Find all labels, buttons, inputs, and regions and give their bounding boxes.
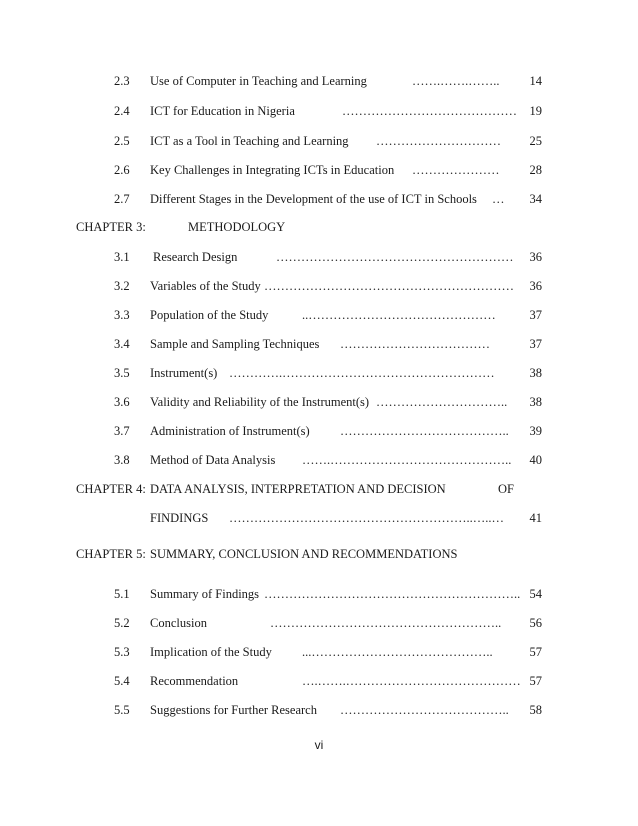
dot-leader: …………………………………………………….. bbox=[264, 587, 521, 601]
section-number: 3.4 bbox=[114, 337, 130, 351]
section-title: ICT as a Tool in Teaching and Learning bbox=[150, 134, 349, 148]
page-number: 34 bbox=[529, 192, 542, 206]
section-number: 5.3 bbox=[114, 645, 130, 659]
chapter-label: CHAPTER 5: bbox=[76, 547, 146, 561]
page-number: 41 bbox=[529, 511, 542, 525]
section-title: Administration of Instrument(s) bbox=[150, 424, 310, 438]
chapter-title: DATA ANALYSIS, INTERPRETATION AND DECISION bbox=[150, 482, 446, 496]
page-number: 38 bbox=[529, 395, 542, 409]
dot-leader: … bbox=[492, 192, 505, 206]
page-footer-number: vi bbox=[314, 738, 324, 752]
dot-leader: ...…………………………………….. bbox=[302, 645, 493, 659]
section-number: 5.1 bbox=[114, 587, 130, 601]
dot-leader: ….…….…………………………………… bbox=[302, 674, 521, 688]
chapter-label: CHAPTER 4: bbox=[76, 482, 146, 496]
dot-leader: ……………………………… bbox=[340, 337, 490, 351]
dot-leader: ..……………………………………… bbox=[302, 308, 496, 322]
dot-leader: ………………………….. bbox=[376, 395, 508, 409]
section-number: 2.4 bbox=[114, 104, 130, 118]
dot-leader: …………………………………… bbox=[342, 104, 517, 118]
section-title: Summary of Findings bbox=[150, 587, 260, 601]
dot-leader: ………………………………….. bbox=[340, 424, 509, 438]
page-number: 36 bbox=[529, 250, 542, 264]
chapter-title: SUMMARY, CONCLUSION AND RECOMMENDATIONS bbox=[150, 547, 458, 561]
section-number: 2.3 bbox=[114, 74, 130, 88]
chapter-title: METHODOLOGY bbox=[188, 220, 286, 234]
section-title: Research Design bbox=[153, 250, 238, 264]
page-number: 58 bbox=[529, 703, 542, 717]
section-number: 3.8 bbox=[114, 453, 130, 467]
chapter-label: CHAPTER 3: bbox=[76, 220, 146, 234]
dot-leader: …………………………………………………… bbox=[264, 279, 514, 293]
page-number: 57 bbox=[529, 645, 542, 659]
dot-leader: …….…….…….. bbox=[412, 74, 500, 88]
chapter-title-continuation: OF bbox=[498, 482, 514, 496]
page-number: 57 bbox=[529, 674, 542, 688]
section-number: 5.2 bbox=[114, 616, 130, 630]
section-title: Validity and Reliability of the Instrument(s) bbox=[150, 395, 370, 409]
dot-leader: ………………………………….. bbox=[340, 703, 509, 717]
dot-leader: ………….…………………………………………… bbox=[229, 366, 495, 380]
dot-leader: ………………………… bbox=[376, 134, 501, 148]
section-number: 2.6 bbox=[114, 163, 130, 177]
section-number: 5.5 bbox=[114, 703, 130, 717]
page-number: 36 bbox=[529, 279, 542, 293]
page-number: 19 bbox=[529, 104, 542, 118]
section-number: 3.7 bbox=[114, 424, 130, 438]
page-number: 25 bbox=[529, 134, 542, 148]
chapter-title-line2: FINDINGS bbox=[150, 511, 209, 525]
section-title: Sample and Sampling Techniques bbox=[150, 337, 320, 351]
section-number: 2.7 bbox=[114, 192, 130, 206]
page-number: 37 bbox=[529, 308, 542, 322]
section-title: Instrument(s) bbox=[150, 366, 218, 380]
page-number: 56 bbox=[529, 616, 542, 630]
section-number: 2.5 bbox=[114, 134, 130, 148]
section-title: Method of Data Analysis bbox=[150, 453, 276, 467]
section-title: Different Stages in the Development of the use of ICT in Schools bbox=[150, 192, 477, 206]
section-title: ICT for Education in Nigeria bbox=[150, 104, 295, 118]
page-number: 40 bbox=[529, 453, 542, 467]
section-title: Population of the Study bbox=[150, 308, 269, 322]
section-title: Recommendation bbox=[150, 674, 239, 688]
page-number: 39 bbox=[529, 424, 542, 438]
page-number: 28 bbox=[529, 163, 542, 177]
dot-leader: …….…………………………………….. bbox=[302, 453, 512, 467]
section-title: Implication of the Study bbox=[150, 645, 272, 659]
section-title: Use of Computer in Teaching and Learning bbox=[150, 74, 367, 88]
section-number: 3.5 bbox=[114, 366, 130, 380]
dot-leader: ………………………………………………… bbox=[276, 250, 514, 264]
section-number: 5.4 bbox=[114, 674, 130, 688]
dot-leader: ……………………………………………….. bbox=[270, 616, 502, 630]
section-title: Conclusion bbox=[150, 616, 207, 630]
section-number: 3.2 bbox=[114, 279, 130, 293]
section-number: 3.6 bbox=[114, 395, 130, 409]
page-number: 54 bbox=[529, 587, 542, 601]
page-number: 38 bbox=[529, 366, 542, 380]
section-number: 3.3 bbox=[114, 308, 130, 322]
section-title: Variables of the Study bbox=[150, 279, 261, 293]
page-number: 37 bbox=[529, 337, 542, 351]
dot-leader: …………………………………………………..…..… bbox=[229, 511, 504, 525]
section-title: Key Challenges in Integrating ICTs in Education bbox=[150, 163, 395, 177]
dot-leader: ………………… bbox=[412, 163, 500, 177]
page-number: 14 bbox=[529, 74, 542, 88]
section-number: 3.1 bbox=[114, 250, 130, 264]
section-title: Suggestions for Further Research bbox=[150, 703, 317, 717]
